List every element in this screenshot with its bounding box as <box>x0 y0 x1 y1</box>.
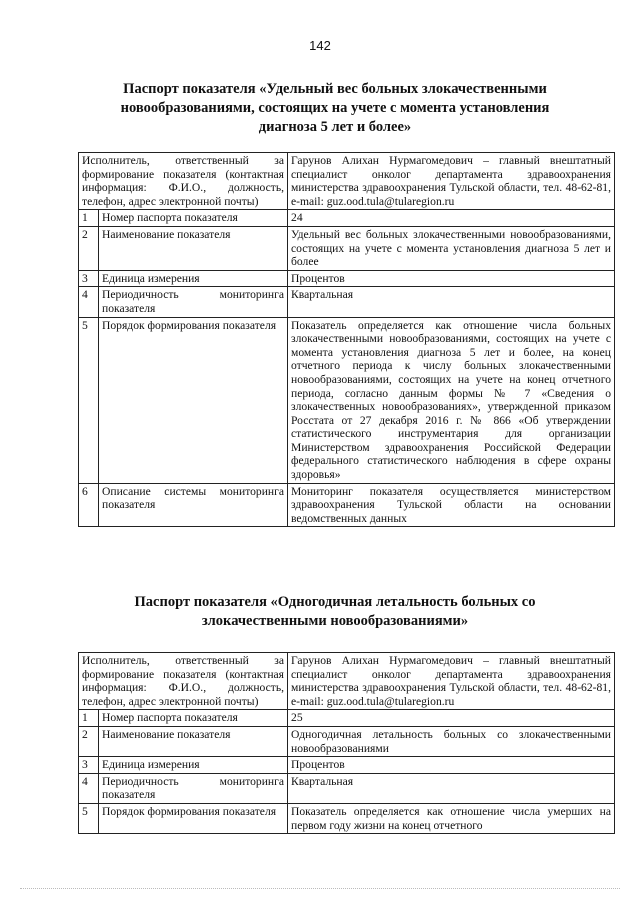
executor-row <box>79 653 615 710</box>
page-number: 142 <box>309 38 331 53</box>
table-row <box>79 726 615 756</box>
row-number: 5 <box>79 803 99 833</box>
executor-label: Исполнитель, ответственный за формирование показателя (контактная информация: Ф.И.О., должность, телефон, адрес электронной почты) <box>79 153 288 210</box>
passport-title-2: Паспорт показателя «Одногодичная летальность больных со злокачественными новообразованиями» <box>134 594 536 629</box>
row-number: 1 <box>79 210 99 227</box>
row-number: 2 <box>79 226 99 270</box>
row-number: 4 <box>79 773 99 803</box>
row-number: 2 <box>79 726 99 756</box>
table-row <box>79 270 615 287</box>
executor-label: Исполнитель, ответственный за формирование показателя (контактная информация: Ф.И.О., должность, телефон, адрес электронной почты) <box>79 653 288 710</box>
row-number: 1 <box>79 710 99 727</box>
row-label: Наименование показателя <box>99 226 288 270</box>
row-value: Показатель определяется как отношение числа умерших на первом году жизни на конец отчетного <box>288 803 615 833</box>
row-label: Номер паспорта показателя <box>99 710 288 727</box>
row-value: Показатель определяется как отношение числа больных злокачественными новообразованиями, состоящих на учете с момента установления диагноза 5 лет и более, на конец отчетного периода к числу больных злокачественными новообразованиями, состоящих на учете на конец отчетного периода, согласно данным формы № 7 «Сведения о злокачественных новообразованиях», утвержденной приказом Росстата от 27 декабря 2016 г. № 866 «Об утверждении статистического инструментария для организации Министерством здравоохранения Российской Федерации федерального статистического наблюдения в сфере охраны здоровья» <box>288 317 615 483</box>
row-number: 5 <box>79 317 99 483</box>
row-value: Процентов <box>288 757 615 774</box>
scan-edge-marks <box>20 888 620 891</box>
row-value: Квартальная <box>288 773 615 803</box>
row-number: 6 <box>79 483 99 527</box>
row-number: 3 <box>79 757 99 774</box>
passport-table-2 <box>78 652 615 834</box>
table-row <box>79 773 615 803</box>
row-label: Наименование показателя <box>99 726 288 756</box>
row-value: 24 <box>288 210 615 227</box>
executor-value: Гарунов Алихан Нурмагомедович – главный внештатный специалист онколог департамента здравоохранения министерства здравоохранения Тульской области, тел. 48-62-81, e-mail: guz.ood.tula@tularegion.ru <box>288 653 615 710</box>
table-row <box>79 287 615 317</box>
passport-table-1 <box>78 152 615 527</box>
row-number: 3 <box>79 270 99 287</box>
executor-row <box>79 153 615 210</box>
row-value: Одногодичная летальность больных со злокачественными новообразованиями <box>288 726 615 756</box>
row-value: Процентов <box>288 270 615 287</box>
table-row <box>79 803 615 833</box>
table-row <box>79 483 615 527</box>
table-row <box>79 757 615 774</box>
row-label: Периодичность мониторинга показателя <box>99 773 288 803</box>
row-label: Порядок формирования показателя <box>99 317 288 483</box>
row-value: Квартальная <box>288 287 615 317</box>
row-label: Единица измерения <box>99 270 288 287</box>
table-row <box>79 710 615 727</box>
table-row <box>79 210 615 227</box>
row-value: 25 <box>288 710 615 727</box>
passport-title-1: Паспорт показателя «Удельный вес больных злокачественными новообразованиями, состоящих на учете с момента установления диагноза 5 лет и более» <box>120 81 550 135</box>
row-value: Мониторинг показателя осуществляется министерством здравоохранения Тульской области на основании ведомственных данных <box>288 483 615 527</box>
row-value: Удельный вес больных злокачественными новообразованиями, состоящих на учете с момента установления диагноза 5 лет и более <box>288 226 615 270</box>
row-label: Номер паспорта показателя <box>99 210 288 227</box>
executor-value: Гарунов Алихан Нурмагомедович – главный внештатный специалист онколог департамента здравоохранения министерства здравоохранения Тульской области, тел. 48-62-81, e-mail: guz.ood.tula@tularegion.ru <box>288 153 615 210</box>
table-row <box>79 317 615 483</box>
row-label: Порядок формирования показателя <box>99 803 288 833</box>
row-label: Периодичность мониторинга показателя <box>99 287 288 317</box>
row-label: Единица измерения <box>99 757 288 774</box>
row-number: 4 <box>79 287 99 317</box>
table-row <box>79 226 615 270</box>
row-label: Описание системы мониторинга показателя <box>99 483 288 527</box>
